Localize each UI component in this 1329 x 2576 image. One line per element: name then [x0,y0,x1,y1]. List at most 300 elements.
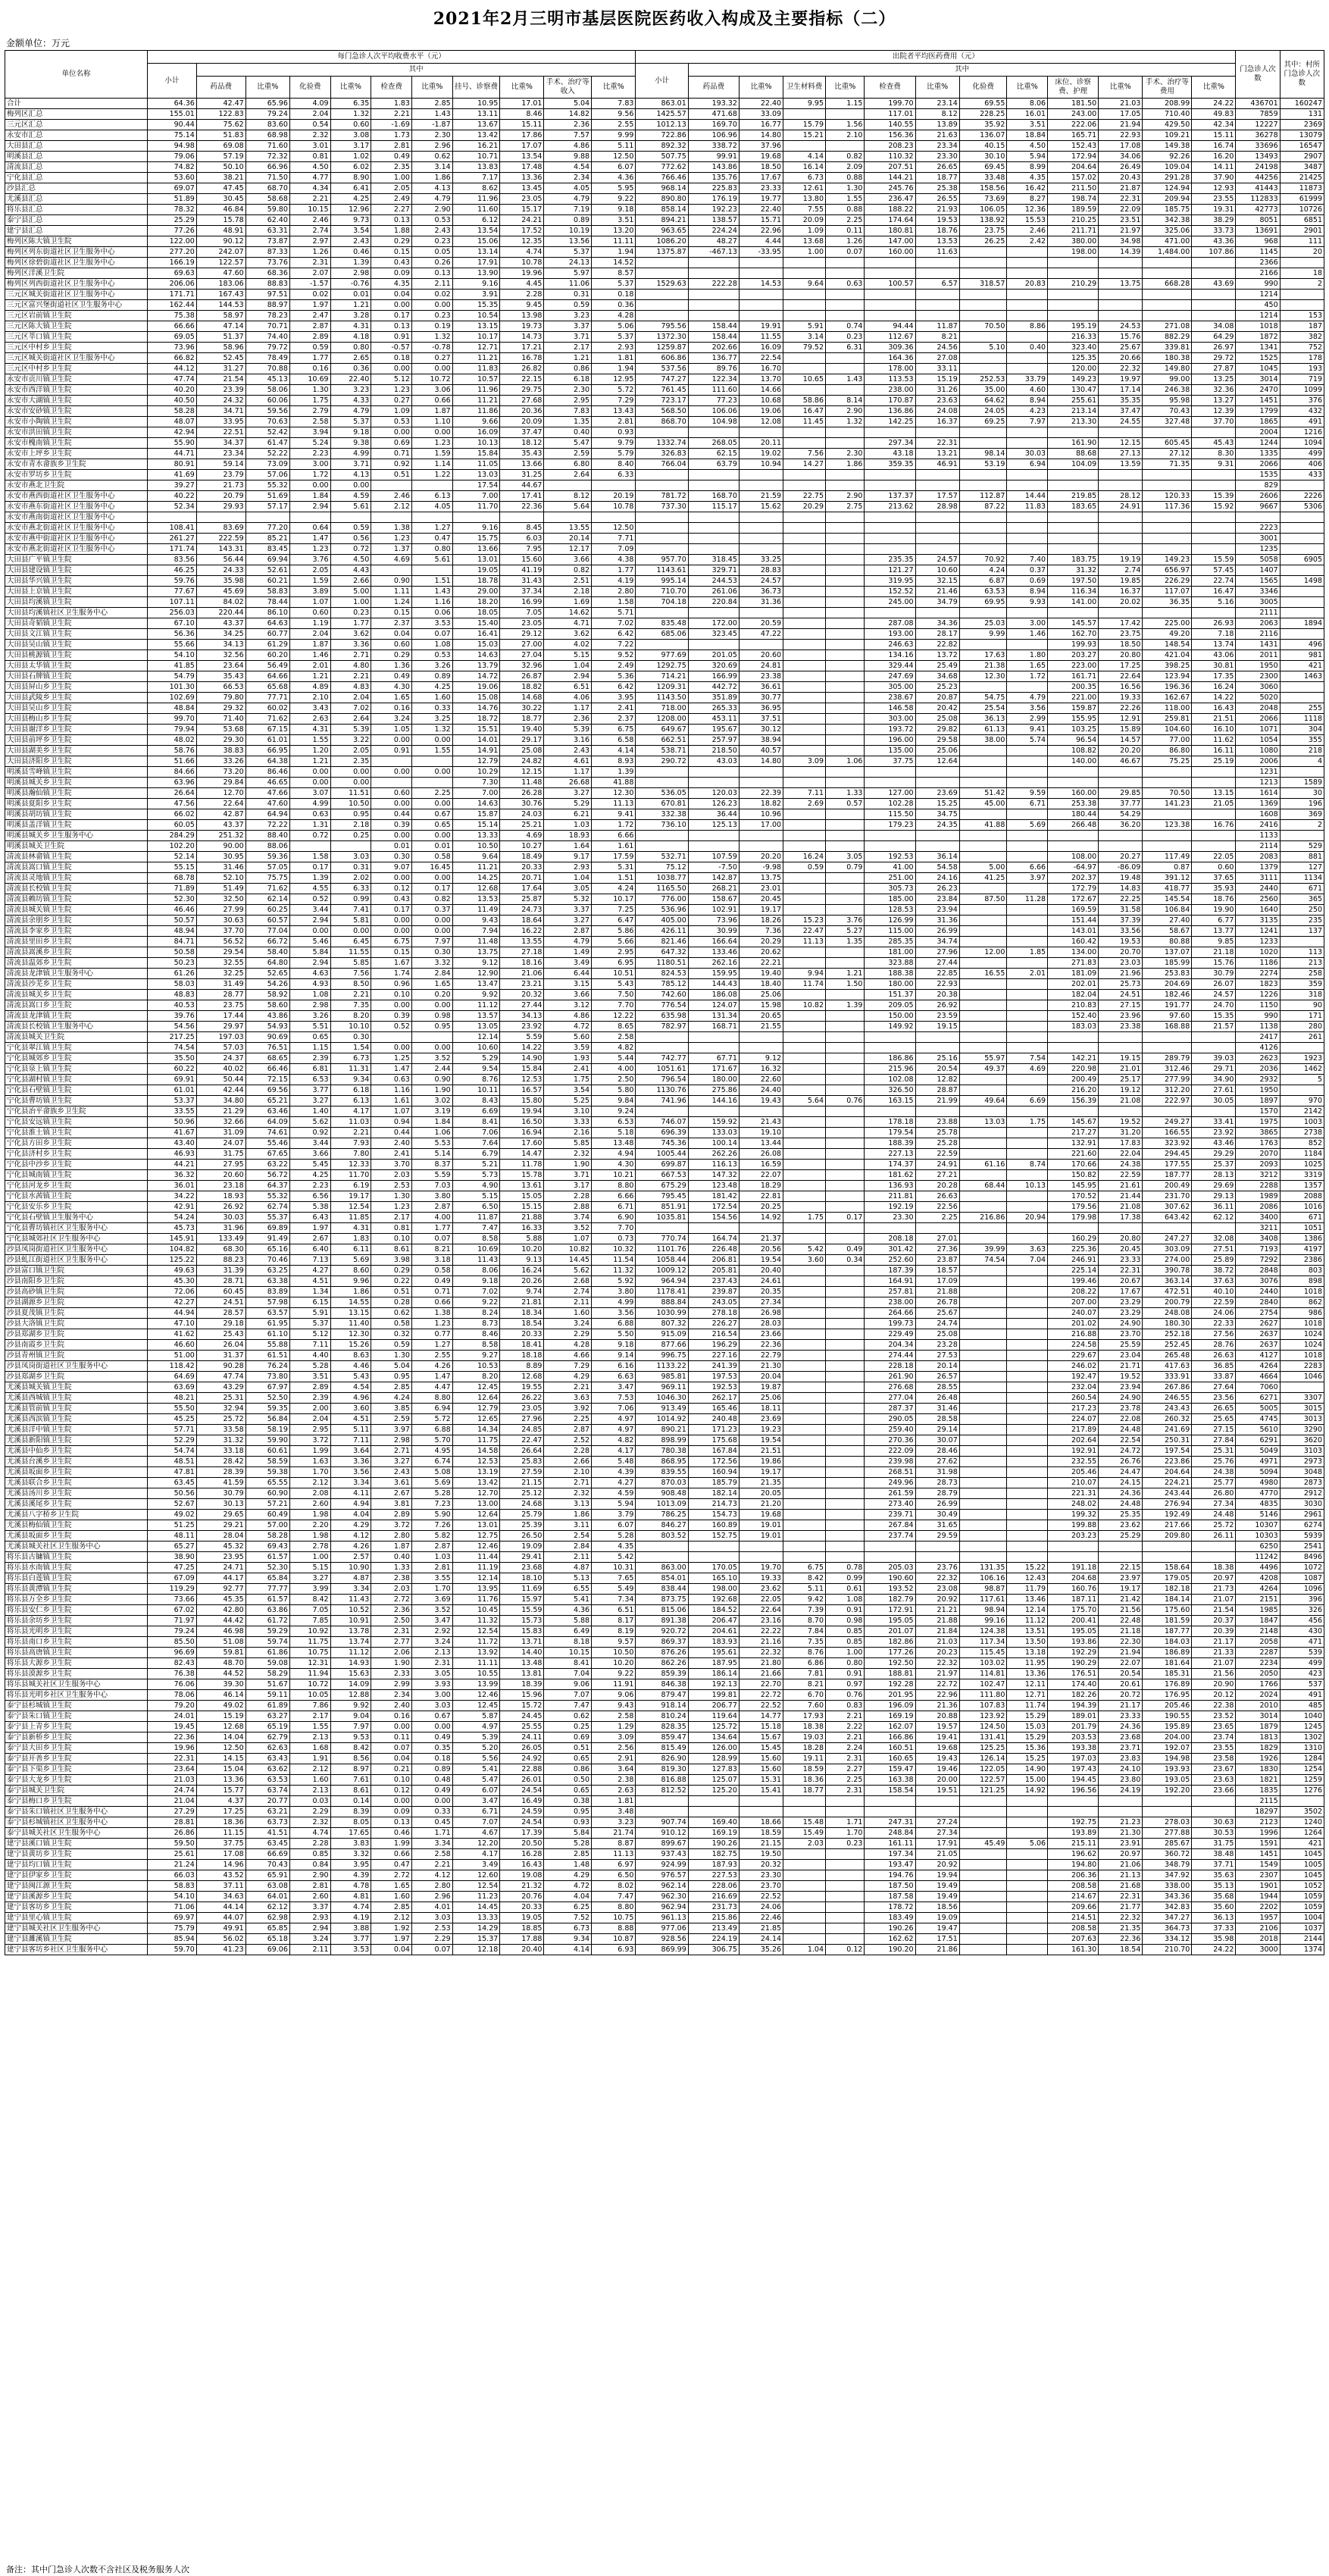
table-row [5,374,1324,385]
value-cell: 71.62 [245,884,289,894]
value-cell: 23.75 [959,226,1007,236]
value-cell: 3.01 [289,141,330,152]
value-cell: 699.87 [636,1160,688,1170]
value-cell: 8.61 [371,1244,412,1255]
value-cell: 27.34 [915,1828,959,1839]
value-cell: 3.54 [330,226,371,236]
value-cell: 12.65 [452,1414,500,1425]
value-cell: 16.77 [739,120,783,130]
value-cell: 3346 [1236,587,1280,597]
value-cell: 3408 [1236,1234,1280,1244]
header-op-ratio: 比重% [592,77,636,99]
value-cell: 13.15 [452,321,500,332]
value-cell: 6.25 [544,1902,592,1913]
value-cell: 204.00 [1143,1732,1192,1743]
value-cell: 62.98 [245,1913,289,1923]
value-cell [1007,746,1048,756]
value-cell: 239.87 [688,1287,739,1297]
value-cell: 2.04 [330,693,371,703]
value-cell [1007,1011,1048,1022]
value-cell: 49.91 [196,1923,245,1934]
value-cell: 15.19 [915,374,959,385]
value-cell: 56.44 [196,555,245,565]
value-cell: 18.38 [1192,1563,1236,1573]
header-ip-ratio: 比重% [1192,77,1236,99]
value-cell [959,523,1007,534]
value-cell [1007,1202,1048,1213]
value-cell: 13.68 [783,236,826,247]
value-cell: 216.20 [1048,1085,1099,1096]
value-cell [1048,1807,1099,1817]
value-cell: 1989 [1236,1191,1280,1202]
value-cell: 418.77 [1143,884,1192,894]
value-cell [1007,1934,1048,1945]
value-cell: 237.43 [688,1276,739,1287]
value-cell: 25.08 [915,1329,959,1340]
table-row [5,1902,1324,1913]
value-cell: 21.07 [1192,1658,1236,1669]
value-cell [783,714,826,725]
value-cell: 0.91 [826,1605,865,1616]
value-cell: 0.00 [371,916,412,926]
value-cell: 126.99 [865,916,915,926]
value-cell: 1.49 [544,947,592,958]
value-cell: 20.80 [1099,650,1143,661]
value-cell: 117.49 [1143,852,1192,862]
value-cell: 0.58 [411,852,452,862]
value-cell: 22.39 [739,788,783,799]
value-cell: 63.96 [147,778,196,788]
value-cell [739,767,783,778]
value-cell: 2.87 [289,321,330,332]
value-cell [959,300,1007,311]
value-cell: 15.41 [739,1786,783,1796]
value-cell [783,576,826,587]
value-cell: 11.21 [452,353,500,364]
value-cell: 12.46 [452,1690,500,1701]
value-cell: 1.35 [826,937,865,947]
value-cell: 11.28 [1007,894,1048,905]
value-cell [1007,884,1048,894]
value-cell [783,1181,826,1191]
value-cell: 13.74 [330,1637,371,1648]
value-cell: 1763 [1236,1138,1280,1149]
value-cell: 7.11 [330,1435,371,1446]
value-cell: 56.02 [196,1934,245,1945]
value-cell: 161.90 [1048,438,1099,449]
value-cell: 24.74 [915,1319,959,1329]
value-cell: 180.00 [865,979,915,990]
value-cell: 15.49 [783,1828,826,1839]
value-cell: 8.76 [452,1075,500,1085]
value-cell: 23.33 [1099,1711,1143,1722]
value-cell: 52.61 [245,565,289,576]
value-cell [1007,1234,1048,1244]
value-cell: 170.52 [1048,1191,1099,1202]
value-cell: 23.05 [500,194,544,205]
value-cell: 138.57 [688,215,739,226]
value-cell: 1.19 [289,618,330,629]
value-cell: 34.74 [915,937,959,947]
value-cell: 0.18 [592,290,636,300]
value-cell [783,1435,826,1446]
value-cell: 60.25 [245,905,289,916]
value-cell: 27.95 [196,1160,245,1170]
value-cell: 15.78 [500,1170,544,1181]
value-cell: 22.15 [1099,1563,1143,1573]
value-cell: 890.80 [636,194,688,205]
value-cell: 163.15 [865,1096,915,1106]
value-cell: 50.96 [147,1117,196,1128]
value-cell: 359.35 [865,459,915,470]
value-cell: 63.22 [245,1160,289,1170]
value-cell [783,512,826,523]
value-cell: 1.51 [411,576,452,587]
value-cell: 69.91 [147,1075,196,1085]
value-cell: 2.89 [289,1382,330,1393]
value-cell: 970 [1280,1096,1324,1106]
value-cell: 20.32 [739,1860,783,1870]
value-cell: 177.55 [1143,1160,1192,1170]
value-cell: 2.17 [289,1711,330,1722]
value-cell: 33.58 [196,1425,245,1435]
value-cell [1280,693,1324,703]
value-cell: 15.00 [1007,1775,1048,1786]
value-cell [245,512,289,523]
value-cell: 20.76 [500,1892,544,1902]
value-cell: 4.19 [592,576,636,587]
value-cell: 48.27 [688,236,739,247]
value-cell: 187.77 [1143,1626,1192,1637]
value-cell [959,1372,1007,1382]
value-cell: 31.75 [196,1149,245,1160]
value-cell: 2166 [1236,268,1280,279]
value-cell: 1.77 [411,1223,452,1234]
value-cell [783,1117,826,1128]
table-row [5,1722,1324,1732]
value-cell: 89.76 [688,364,739,374]
value-cell [826,629,865,640]
value-cell: 71.60 [245,141,289,152]
value-cell: 0.00 [411,767,452,778]
header-op-chemical: 化验费 [289,77,330,99]
value-cell [826,1138,865,1149]
value-cell: 56.72 [245,1170,289,1181]
table-row [5,1669,1324,1679]
table-row [5,1234,1324,1244]
unit-name-cell: 明溪县盖洋镇卫生院 [5,820,148,831]
value-cell: 1830 [1236,1764,1280,1775]
value-cell: 47.56 [147,799,196,809]
table-row [5,1085,1324,1096]
value-cell: 990 [1236,1011,1280,1022]
value-cell: 227.13 [865,1149,915,1160]
value-cell: 815.06 [636,1605,688,1616]
value-cell: 1.32 [330,109,371,120]
value-cell: 0.17 [371,905,412,916]
value-cell: 84.71 [147,937,196,947]
value-cell: 260.32 [1143,1414,1192,1425]
value-cell: 45.00 [959,799,1007,809]
value-cell: 169.70 [688,120,739,130]
value-cell [1007,268,1048,279]
value-cell: 36278 [1236,130,1280,141]
value-cell: 61.01 [147,1085,196,1096]
value-cell: 1950 [1236,661,1280,671]
value-cell: 2623 [1236,1053,1280,1064]
value-cell: 10.13 [452,438,500,449]
value-cell: 30.99 [688,926,739,937]
value-cell: 26.01 [500,1775,544,1786]
value-cell: 28.17 [915,629,959,640]
value-cell: 54.75 [959,693,1007,703]
value-cell: 239.71 [865,1510,915,1520]
value-cell: 0.09 [371,268,412,279]
value-cell: 106.05 [959,205,1007,215]
value-cell: 24.07 [196,1138,245,1149]
value-cell: 20.38 [915,990,959,1000]
value-cell: 13.25 [1192,374,1236,385]
value-cell: 23.95 [196,1552,245,1563]
value-cell: 27.56 [1192,1329,1236,1340]
value-cell: 17.64 [500,884,544,894]
value-cell: 2.79 [289,406,330,417]
value-cell: 55.32 [245,480,289,491]
value-cell: 31.26 [915,385,959,396]
value-cell: 3.66 [544,555,592,565]
value-cell: 147.00 [865,236,915,247]
value-cell: 148.54 [1143,640,1192,650]
value-cell [739,427,783,438]
value-cell: 58.96 [196,343,245,353]
value-cell: 0.07 [411,1945,452,1955]
value-cell: 6.49 [544,1626,592,1637]
value-cell: 195.61 [688,1648,739,1658]
value-cell: 10.15 [544,1648,592,1658]
unit-name-cell: 宁化县城郊社区卫生服务中心 [5,1234,148,1244]
value-cell: 327.48 [1143,417,1192,427]
value-cell: 7.07 [452,1817,500,1828]
value-cell: 0.93 [592,427,636,438]
value-cell: 32.50 [196,894,245,905]
value-cell: 218 [1280,746,1324,756]
table-row [5,587,1324,597]
value-cell: 64.80 [245,958,289,969]
value-cell: 7.04 [544,1669,592,1679]
value-cell [1143,268,1192,279]
value-cell: 26.68 [544,778,592,788]
value-cell: 3.34 [411,1839,452,1849]
value-cell: 1.16 [411,597,452,608]
value-cell: 125.22 [147,1255,196,1266]
value-cell: 4.31 [330,1223,371,1234]
value-cell [783,640,826,650]
value-cell [1048,608,1099,618]
unit-name-cell: 建宁县溪源乡卫生院 [5,1892,148,1902]
value-cell [196,512,245,523]
value-cell: 2.72 [371,1870,412,1881]
value-cell: 59.11 [245,1690,289,1701]
value-cell [1099,300,1143,311]
value-cell: 4.34 [289,183,330,194]
value-cell: 68.44 [959,1181,1007,1191]
value-cell: 0.51 [371,470,412,480]
value-cell: 19.85 [1099,576,1143,587]
value-cell: 0.65 [411,820,452,831]
value-cell: 5.11 [330,1425,371,1435]
value-cell: 6.75 [783,1563,826,1573]
value-cell [688,470,739,480]
value-cell: 3.00 [411,1690,452,1701]
value-cell: 5.72 [592,385,636,396]
value-cell: 14.80 [739,130,783,141]
value-cell: 421.04 [1143,650,1192,661]
value-cell: 41.67 [147,1128,196,1138]
value-cell: 0.38 [544,1796,592,1807]
value-cell: 21.07 [1192,1595,1236,1605]
value-cell [826,1032,865,1043]
value-cell: 319.95 [865,576,915,587]
value-cell: -86.09 [1099,862,1143,873]
value-cell: 868.70 [636,417,688,427]
value-cell [865,290,915,300]
value-cell: 19.33 [739,1573,783,1584]
value-cell: 262.16 [688,958,739,969]
value-cell: 2541 [1280,1542,1324,1552]
value-cell: 104.09 [1048,459,1099,470]
value-cell [783,1372,826,1382]
value-cell: 22.04 [1099,1149,1143,1160]
value-cell [1048,470,1099,480]
value-cell: 25.67 [1099,343,1143,353]
value-cell: 25.72 [1192,1520,1236,1531]
value-cell: 33.55 [147,1106,196,1117]
value-cell: 3000 [1236,1945,1280,1955]
value-cell: 44.07 [196,1913,245,1923]
value-cell [688,1223,739,1234]
value-cell: 3.99 [289,1584,330,1595]
value-cell [783,1064,826,1075]
value-cell: 22.59 [1099,1170,1143,1181]
value-cell: 0.10 [371,1775,412,1786]
value-cell: 20.37 [1192,1616,1236,1626]
table-row [5,1170,1324,1181]
value-cell: 15.35 [1192,1011,1236,1022]
value-cell: 20.20 [739,852,783,862]
value-cell: 25.16 [915,1053,959,1064]
value-cell: 8.97 [330,1764,371,1775]
value-cell: 9.74 [500,1287,544,1297]
value-cell: 198.00 [1048,247,1099,258]
value-cell: 7.06 [452,1128,500,1138]
value-cell: 15.63 [330,1669,371,1679]
value-cell: 1386 [1280,1234,1324,1244]
value-cell: 1.27 [411,1340,452,1351]
value-cell: 11.96 [452,385,500,396]
value-cell: 33.41 [1192,1117,1236,1128]
value-cell: 318 [1280,990,1324,1000]
value-cell: 4264 [1236,1584,1280,1595]
value-cell: 0.00 [371,735,412,746]
value-cell: 6851 [1280,215,1324,226]
table-row [5,682,1324,693]
value-cell: 4.12 [411,1870,452,1881]
value-cell [783,480,826,491]
value-cell [915,470,959,480]
value-cell: 23.08 [915,1584,959,1595]
value-cell [1048,778,1099,788]
value-cell: 2223 [1236,523,1280,534]
value-cell: 15.29 [1007,1711,1048,1722]
unit-name-cell: 清流县温郊乡卫生院 [5,958,148,969]
value-cell: 137.07 [1143,947,1192,958]
value-cell: 3620 [1280,1435,1324,1446]
header-ip-material: 卫生材料费 [783,77,826,99]
value-cell: 963.65 [636,226,688,236]
value-cell [1007,1923,1048,1934]
value-cell [959,311,1007,321]
value-cell [783,1934,826,1945]
value-cell: 176.95 [1143,1690,1192,1701]
value-cell [783,258,826,268]
value-cell: 44.12 [147,364,196,374]
value-cell: 2.21 [371,109,412,120]
value-cell: 180.00 [688,1075,739,1085]
value-cell [826,1064,865,1075]
value-cell: 14.72 [452,671,500,682]
value-cell: 309.36 [865,343,915,353]
value-cell [783,268,826,279]
value-cell: 19.54 [739,1255,783,1266]
value-cell: 0.91 [371,746,412,756]
value-cell [783,1085,826,1096]
value-cell: 16.57 [500,1085,544,1096]
value-cell: 18.76 [915,226,959,236]
value-cell: 1.33 [826,788,865,799]
unit-name-cell: 沙县郑湖乡卫生院 [5,1329,148,1340]
value-cell: 172.91 [865,1605,915,1616]
value-cell: 4.29 [544,1870,592,1881]
value-cell: 69.56 [245,1085,289,1096]
unit-name-cell: 宁化县翠江镇卫生院 [5,1043,148,1053]
value-cell: 225.36 [1048,1244,1099,1255]
value-cell: 5.28 [289,1361,330,1372]
value-cell [1099,1807,1143,1817]
value-cell: 55.97 [959,1053,1007,1064]
value-cell: 20.45 [739,894,783,905]
value-cell [330,512,371,523]
value-cell: 80.91 [147,459,196,470]
value-cell: 0.85 [826,1626,865,1637]
value-cell: 46.93 [147,1149,196,1160]
value-cell: 23.79 [196,470,245,480]
value-cell: 158.64 [1143,1563,1192,1573]
table-row [5,1870,1324,1881]
value-cell: 6.55 [544,1584,592,1595]
value-cell: 15.60 [739,1764,783,1775]
value-cell: 795.45 [636,1191,688,1202]
value-cell: 29.30 [196,735,245,746]
value-cell: 21.68 [1099,1881,1143,1892]
value-cell: 4.90 [452,1181,500,1191]
value-cell: 59.81 [196,1648,245,1658]
value-cell: 246.38 [1143,385,1192,396]
unit-name-cell: 将乐县余坊乡卫生院 [5,1616,148,1626]
value-cell: 4.00 [592,1064,636,1075]
value-cell [959,841,1007,852]
value-cell: 16.70 [739,364,783,374]
value-cell: 4.01 [411,1902,452,1913]
